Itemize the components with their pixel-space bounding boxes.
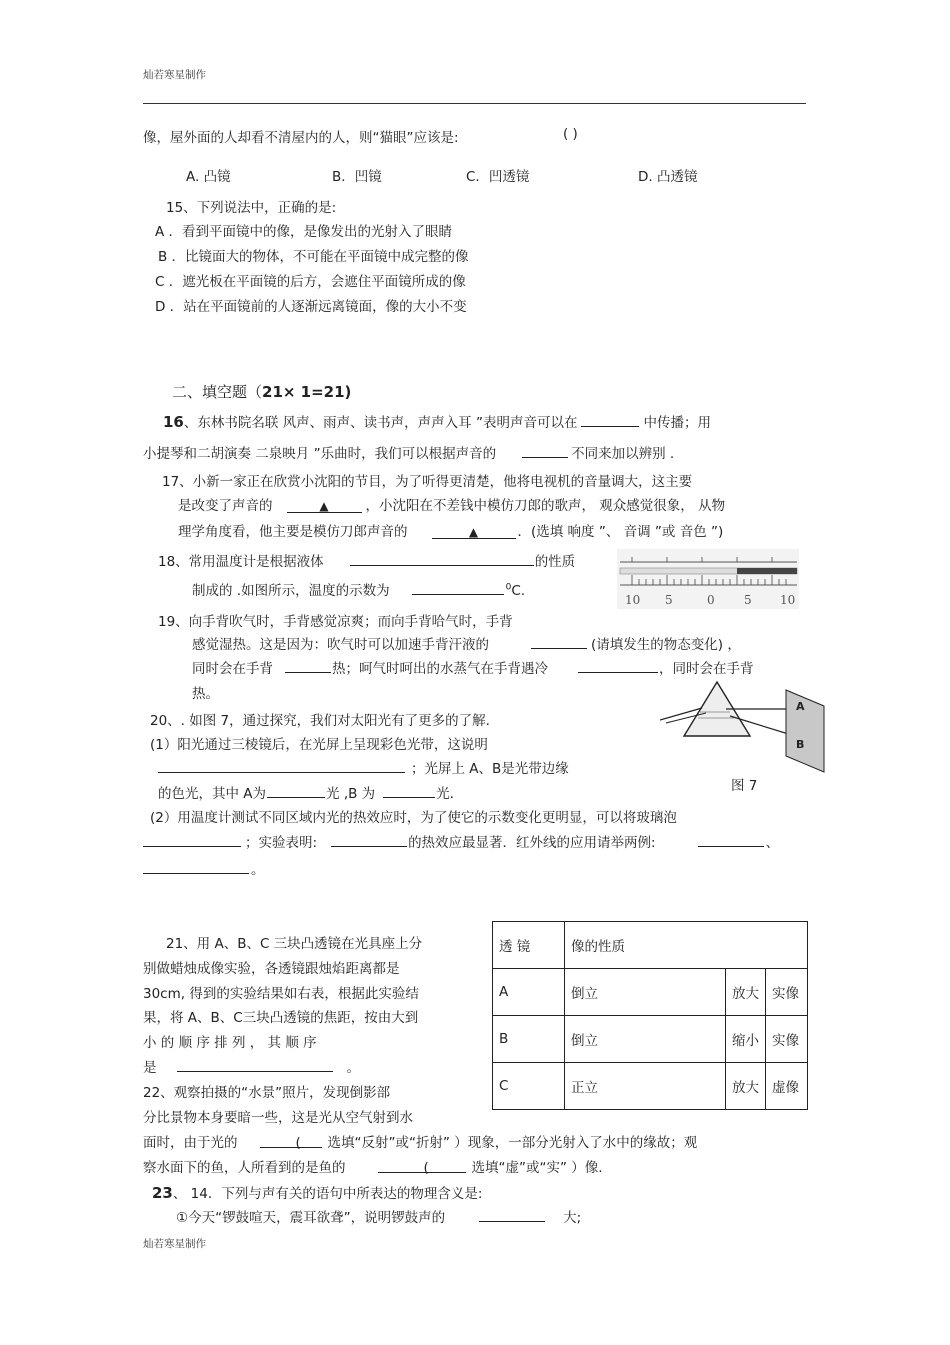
q23-blank-1[interactable] — [479, 1209, 545, 1222]
q21-line1: 21、用 A、B、C 三块凸透镜在光具座上分 — [166, 936, 423, 952]
q16-blank-1[interactable] — [581, 414, 639, 427]
table-cell: B — [493, 1016, 565, 1063]
q16-blank-2[interactable] — [522, 445, 568, 458]
q15-stem: 15、下列说法中，正确的是: — [166, 200, 337, 216]
table-cell: 实像 — [766, 969, 808, 1016]
q23-number: 23 — [152, 1184, 173, 1202]
q14-option-a: A. 凸镜 — [186, 169, 231, 185]
header-rule — [143, 103, 806, 104]
q22-line4 — [143, 1156, 603, 1176]
scale-label-4: 5 — [744, 593, 752, 607]
table-cell: C — [493, 1063, 565, 1110]
q20-blank-6[interactable] — [698, 834, 764, 847]
q21-line3: 30cm, 得到的实验结果如右表，根据此实验结 — [143, 986, 419, 1002]
q20-blank-2[interactable] — [267, 785, 325, 798]
q19-line3 — [192, 657, 754, 677]
q14-option-c: C．凹透镜 — [466, 169, 530, 185]
q21-line6-text: 是 — [143, 1060, 157, 1076]
q20-line6-text: ；实验表明: — [245, 835, 318, 851]
q17-line3 — [178, 520, 723, 540]
q18-blank-2[interactable] — [412, 582, 504, 595]
prism-label-a: A — [796, 700, 805, 713]
table-cell: A — [493, 969, 565, 1016]
q23-line1 — [152, 1182, 482, 1202]
q16-line2-end: 不同来加以辨别 . — [571, 446, 675, 462]
table-cell: 放大 — [726, 969, 766, 1016]
q16-number: 16 — [163, 413, 184, 431]
section-title-score: 21× 1=21) — [262, 383, 352, 401]
q17-line2-text: 是改变了声音的 — [178, 498, 273, 514]
q20-line6 — [143, 831, 779, 851]
q22-line4-text: 察水面下的鱼，人所看到的是鱼的 — [143, 1160, 346, 1176]
q20-line3 — [158, 757, 569, 777]
q19-line3-mid: 热；呵气时呵出的水蒸气在手背遇冷 — [332, 661, 548, 677]
q20-line6-mid: 的热效应最显著．红外线的应用请举两例: — [408, 835, 656, 851]
q20-blank-4[interactable] — [143, 834, 241, 847]
q22-line3-text: 面时，由于光的 — [143, 1135, 238, 1151]
q18-line2-text: 制成的 .如图所示，温度的示数为 — [192, 583, 390, 599]
q19-line1: 19、向手背吹气时，手背感觉凉爽；而向手背哈气时，手背 — [158, 614, 513, 630]
table-row — [493, 1063, 808, 1110]
q17-line3-text: 理学角度看，他主要是模仿刀郎声音的 — [178, 524, 408, 540]
q20-line4-text: 的色光，其中 A为 — [158, 786, 267, 802]
scale-label-1: 10 — [625, 593, 641, 607]
q19-blank-2[interactable] — [285, 660, 331, 673]
q20-line4-mid: 光 ,B 为 — [326, 786, 376, 802]
table-cell: 正立 — [565, 1063, 726, 1110]
q20-line1: 20、. 如图 7，通过探究，我们对太阳光有了更多的了解. — [150, 713, 490, 729]
q20-blank-5[interactable] — [331, 834, 407, 847]
q14-line: 像，屋外面的人却看不清屋内的人，则“猫眼”应该是: — [143, 130, 459, 146]
table-row — [493, 922, 808, 969]
q18-line1-end: 的性质 — [534, 554, 576, 570]
q20-blank-7[interactable] — [143, 861, 249, 874]
table-cell: 缩小 — [726, 1016, 766, 1063]
q18-unit: C. — [511, 583, 526, 599]
q21-blank[interactable] — [177, 1059, 333, 1072]
q22-paren-1: ( — [295, 1135, 301, 1151]
q14-option-b: B．凹镜 — [332, 169, 382, 185]
q23-line2 — [176, 1206, 581, 1226]
q20-line3-text: ；光屏上 A、B是光带边缘 — [411, 761, 569, 777]
q16-line1 — [163, 411, 711, 431]
q17-blank-1[interactable] — [287, 500, 362, 513]
q15-option-b: B ．比镜面大的物体，不可能在平面镜中成完整的像 — [158, 249, 469, 265]
q23-line2-end: 大; — [563, 1210, 582, 1226]
q17-line3-end: ．(选填 响度 ”、 音调 ”或 音色 ”) — [517, 524, 724, 540]
q21-line4: 果，将 A、B、C三块凸透镜的焦距，按由大到 — [143, 1010, 419, 1026]
q20-line4-end: 光. — [436, 786, 454, 802]
q22-line4-end: 选填“虚”或“实” ）像. — [471, 1160, 603, 1176]
q22-paren-2: ( — [423, 1160, 429, 1176]
q19-line3-text: 同时会在手背 — [192, 661, 273, 677]
q17-blank-2[interactable] — [432, 526, 516, 539]
table-cell: 倒立 — [565, 969, 726, 1016]
q17-line1: 17、小新一家正在欣赏小沈阳的节目，为了听得更清楚，他将电视机的音量调大，这主要 — [162, 474, 693, 490]
q21-line2: 别做蜡烛成像实验，各透镜跟烛焰距离都是 — [143, 961, 400, 977]
q23-line1-text: 、 14．下列与声有关的语句中所表达的物理含义是: — [172, 1186, 483, 1202]
q19-blank-1[interactable] — [531, 636, 587, 649]
q14-answer-paren: ( ) — [563, 126, 578, 142]
scale-label-5: 10 — [780, 593, 796, 607]
section-title — [172, 381, 351, 402]
q17-line2-end: ，小沈阳在不差钱中模仿刀郎的歌声， 观众感觉很象， 从物 — [365, 498, 726, 514]
scale-label-3: 0 — [707, 593, 715, 607]
table-cell: 放大 — [726, 1063, 766, 1110]
q19-line4: 热。 — [192, 686, 219, 702]
page-header: 灿若寒星制作 — [143, 69, 206, 81]
q17-triangle-1: ▲ — [319, 499, 329, 513]
prism-svg — [660, 676, 830, 776]
figure-7-caption: 图 7 — [731, 778, 758, 794]
q22-blank-1[interactable] — [260, 1135, 322, 1151]
table-cell: 倒立 — [565, 1016, 726, 1063]
q20-line2: (1）阳光通过三棱镜后，在光屏上呈现彩色光带，这说明 — [150, 737, 488, 753]
prism-label-b: B — [796, 738, 805, 751]
q19-line3-end: ，同时会在手背 — [659, 661, 754, 677]
section-title-label: 二、填空题（ — [172, 383, 263, 401]
q17-line2 — [178, 494, 725, 514]
table-row — [493, 1016, 808, 1063]
q22-line3-end: 选填“反射”或“折射” ）现象，一部分光射入了水中的缘故；观 — [327, 1135, 698, 1151]
q22-line1: 22、观察拍摄的“水景”照片，发现倒影部 — [143, 1085, 391, 1101]
q19-line2 — [192, 633, 741, 653]
q15-option-c: C ．遮光板在平面镜的后方，会遮住平面镜所成的像 — [155, 274, 466, 290]
table-row — [493, 969, 808, 1016]
q15-option-a: A ．看到平面镜中的像，是像发出的光射入了眼睛 — [155, 224, 453, 240]
prism-figure — [660, 676, 830, 776]
q16-line1-end: 中传播；用 — [643, 415, 711, 431]
q20-line6-end: 、 — [765, 835, 780, 851]
table-cell: 虚像 — [766, 1063, 808, 1110]
q15-option-d: D ．站在平面镜前的人逐渐远离镜面，像的大小不变 — [155, 299, 467, 315]
q16-line2-text: 小提琴和二胡演奏 二泉映月 ”乐曲时，我们可以根据声音的 — [143, 446, 497, 462]
lens-table — [492, 921, 808, 1110]
q18-line1-text: 18、常用温度计是根据液体 — [158, 554, 324, 570]
thermometer-figure — [617, 549, 799, 609]
q16-line2 — [143, 442, 674, 462]
q22-line3 — [143, 1131, 697, 1151]
q22-blank-2[interactable] — [378, 1160, 466, 1176]
q19-line2-end: (请填发生的物态变化) ， — [591, 637, 741, 653]
q18-line1 — [158, 550, 575, 570]
q20-blank-3[interactable] — [383, 785, 435, 798]
q20-line7 — [143, 858, 265, 878]
q17-triangle-2: ▲ — [468, 525, 479, 539]
q22-line2: 分比景物本身要暗一些，这是光从空气射到水 — [143, 1110, 413, 1126]
q21-line6-end: 。 — [346, 1060, 360, 1076]
q18-blank-1[interactable] — [350, 553, 534, 566]
q14-option-d: D. 凸透镜 — [638, 169, 698, 185]
q19-line2-text: 感觉湿热。这是因为：吹气时可以加速手背汗液的 — [192, 637, 489, 653]
q21-line5: 小 的 顺 序 排 列 ， 其 顺 序 — [143, 1035, 317, 1051]
q18-degree-sup: 0 — [505, 582, 512, 593]
q19-blank-3[interactable] — [578, 660, 658, 673]
table-header-lens: 透 镜 — [493, 922, 565, 969]
q20-blank-1[interactable] — [158, 760, 405, 773]
q16-line1-text: 、东林书院名联 风声、雨声、读书声，声声入耳 ”表明声音可以在 — [183, 415, 578, 431]
table-cell: 实像 — [766, 1016, 808, 1063]
q20-line5: (2）用温度计测试不同区域内光的热效应时，为了使它的示数变化更明显，可以将玻璃泡 — [150, 810, 677, 826]
page-footer: 灿若寒星制作 — [143, 1238, 206, 1250]
q20-line4 — [158, 782, 454, 802]
q20-line7-end: 。 — [251, 862, 265, 878]
q21-line6 — [143, 1056, 360, 1076]
scale-label-2: 5 — [665, 593, 673, 607]
table-header-property: 像的性质 — [565, 922, 808, 969]
q23-line2-text: ①今天“锣鼓喧天，震耳欲聋”，说明锣鼓声的 — [176, 1210, 446, 1226]
q18-line2 — [192, 579, 525, 599]
